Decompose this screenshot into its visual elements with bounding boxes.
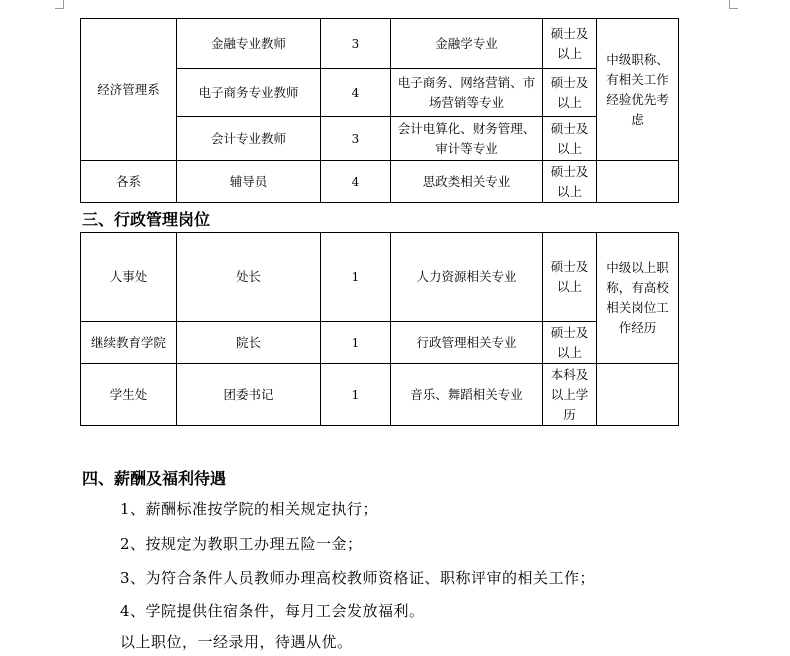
position-cell: 团委书记 <box>177 364 321 426</box>
benefit-item: 2、按规定为教职工办理五险一金； <box>120 535 363 553</box>
count-cell: 1 <box>321 364 391 426</box>
degree-cell: 硕士及以上 <box>543 322 597 364</box>
dept-cell: 继续教育学院 <box>81 322 177 364</box>
table-row <box>81 19 679 69</box>
position-cell: 会计专业教师 <box>177 117 321 161</box>
count-cell: 3 <box>321 117 391 161</box>
table-row <box>81 233 679 322</box>
dept-cell: 经济管理系 <box>81 19 177 161</box>
position-cell: 辅导员 <box>177 161 321 203</box>
major-cell: 金融学专业 <box>391 19 543 69</box>
admin-positions-table <box>80 232 679 426</box>
position-cell: 处长 <box>177 233 321 322</box>
note-cell: 中级以上职称，有高校相关岗位工作经历 <box>597 233 679 364</box>
degree-cell: 硕士及以上 <box>543 69 597 117</box>
table-row <box>81 322 679 364</box>
section-heading: 四、薪酬及福利待遇 <box>82 469 227 488</box>
page-corner-mark <box>55 0 64 9</box>
degree-cell: 硕士及以上 <box>543 117 597 161</box>
position-cell: 院长 <box>177 322 321 364</box>
dept-cell: 人事处 <box>81 233 177 322</box>
faculty-positions-table <box>80 18 679 203</box>
degree-cell: 硕士及以上 <box>543 19 597 69</box>
degree-cell: 硕士及以上 <box>543 233 597 322</box>
count-cell: 3 <box>321 19 391 69</box>
major-cell: 行政管理相关专业 <box>391 322 543 364</box>
benefit-item: 3、为符合条件人员教师办理高校教师资格证、职称评审的相关工作； <box>120 569 596 587</box>
benefit-item: 4、学院提供住宿条件，每月工会发放福利。 <box>120 602 425 620</box>
major-cell: 音乐、舞蹈相关专业 <box>391 364 543 426</box>
page-corner-mark <box>729 0 738 9</box>
count-cell: 1 <box>321 322 391 364</box>
major-cell: 思政类相关专业 <box>391 161 543 203</box>
note-cell: 中级职称、有相关工作经验优先考虑 <box>597 19 679 161</box>
note-cell <box>597 364 679 426</box>
count-cell: 4 <box>321 69 391 117</box>
table-row <box>81 364 679 426</box>
position-cell: 电子商务专业教师 <box>177 69 321 117</box>
count-cell: 4 <box>321 161 391 203</box>
degree-cell: 本科及以上学历 <box>543 364 597 426</box>
closing-statement: 以上职位，一经录用，待遇从优。 <box>120 633 353 651</box>
major-cell: 会计电算化、财务管理、审计等专业 <box>391 117 543 161</box>
major-cell: 人力资源相关专业 <box>391 233 543 322</box>
section-heading: 三、行政管理岗位 <box>82 210 211 229</box>
benefit-item: 1、薪酬标准按学院的相关规定执行； <box>120 500 379 518</box>
degree-cell: 硕士及以上 <box>543 161 597 203</box>
position-cell: 金融专业教师 <box>177 19 321 69</box>
count-cell: 1 <box>321 233 391 322</box>
dept-cell: 各系 <box>81 161 177 203</box>
major-cell: 电子商务、网络营销、市场营销等专业 <box>391 69 543 117</box>
table-row <box>81 161 679 203</box>
note-cell <box>597 161 679 203</box>
dept-cell: 学生处 <box>81 364 177 426</box>
